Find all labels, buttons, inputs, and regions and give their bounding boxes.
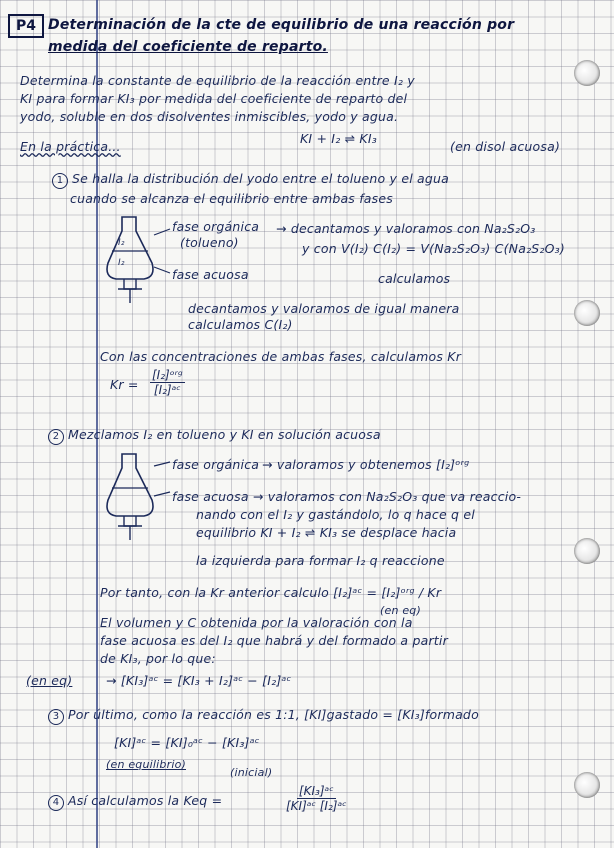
step2-aqueous-line2: nando con el I₂ y gastándolo, lo q hace q el (196, 507, 475, 522)
step2-volume-line2: fase acuosa es del I₂ que habrá y del formado a partir (100, 633, 448, 648)
step1-kr-lhs: Kr = (110, 377, 139, 392)
step4-line1: 4 Así calculamos la Keq = (48, 794, 222, 811)
step2-organic-action: → valoramos y obtenemos [I₂]ᵒʳᵍ (262, 457, 470, 472)
step2-aqueous-line3: equilibrio KI + I₂ ⇌ KI₃ se desplace hacia (196, 525, 457, 540)
step1-aqueous-action2: calculamos C(I₂) (188, 317, 293, 332)
step3-number: 3 (48, 709, 64, 725)
step1-organic-action3: calculamos (378, 271, 451, 286)
step1-kr-intro: Con las concentraciones de ambas fases, calculamos Kr (100, 349, 462, 364)
step3-line1: 3 Por último, como la reacción es 1:1, [KI]gastado = [KI₃]formado (48, 708, 479, 725)
separatory-funnel-icon-2 (100, 452, 160, 542)
separatory-funnel-icon (100, 215, 160, 305)
binder-hole (574, 60, 600, 86)
step1-line1: 1 Se halla la distribución del yodo entre el tolueno y el agua (52, 172, 449, 189)
step2-line1: 2 Mezclamos I₂ en tolueno y KI en solución acuosa (48, 428, 381, 445)
intro-line2: KI para formar KI₃ por medida del coeficiente de reparto del (20, 91, 408, 106)
step2-kr-calc-note: (en eq) (380, 604, 421, 617)
step1-aqueous-label: fase acuosa (172, 267, 249, 282)
step4-number: 4 (48, 795, 64, 811)
step1-organic-action2: y con V(I₂) C(I₂) = V(Na₂S₂O₃) C(Na₂S₂O₃) (302, 241, 565, 256)
step1-kr-fraction (150, 368, 185, 397)
step1-organic-sub: (tolueno) (180, 235, 239, 250)
step2-kr-calc: Por tanto, con la Kr anterior calculo [I₂]ᵃᶜ = [I₂]ᵒʳᵍ / Kr (100, 585, 442, 600)
intro-line1: Determina la constante de equilibrio de la reacción entre I₂ y (20, 73, 415, 88)
step2-number: 2 (48, 429, 64, 445)
page-title-line1: Determinación de la cte de equilibrio de una reacción por (48, 17, 515, 33)
practice-reaction: KI + I₂ ⇌ KI₃ (300, 131, 377, 146)
step4-keq-numerator: [KI₃]ᵃᶜ (298, 784, 334, 798)
step2-aqueous-line1: fase acuosa → valoramos con Na₂S₂O₃ que va reaccio- (172, 489, 522, 504)
flask-top-label: I₂ (118, 238, 125, 248)
step1-organic-label: fase orgánica (172, 219, 260, 234)
flask-bottom-label: I₂ (118, 258, 125, 268)
step3-note-eq: (en equilibrio) (106, 758, 186, 771)
binder-hole (574, 300, 600, 326)
step2-volume-line3: de KI₃, por lo que: (100, 651, 216, 666)
step1-kr-numerator: [I₂]ᵒʳᵍ (152, 368, 183, 382)
step1-organic-action1: → decantamos y valoramos con Na₂S₂O₃ (276, 221, 536, 236)
step2-aqueous-line4: la izquierda para formar I₂ q reaccione (196, 553, 445, 568)
binder-hole (574, 538, 600, 564)
binder-hole (574, 772, 600, 798)
step1-line2: cuando se alcanza el equilibrio entre ambas fases (70, 191, 393, 206)
step1-aqueous-action1: decantamos y valoramos de igual manera (188, 301, 460, 316)
intro-line3: yodo, soluble en dos disolventes inmiscibles, yodo y agua. (20, 109, 399, 124)
step1-number: 1 (52, 173, 68, 189)
step3-formula: [KI]ᵃᶜ = [KI]₀ᵃᶜ − [KI₃]ᵃᶜ (114, 735, 260, 750)
step2-volume-line1: El volumen y C obtenida por la valoración con la (100, 615, 413, 630)
step4-keq-denominator: [KI]ᵃᶜ [I₂]ᵃᶜ (286, 799, 347, 813)
step1-kr-denominator: [I₂]ᵃᶜ (153, 383, 181, 397)
practice-reaction-note: (en disol acuosa) (450, 139, 561, 154)
page-title-line2: medida del coeficiente de reparto. (48, 39, 328, 55)
step2-eq-note: (en eq) (26, 673, 73, 688)
practice-number-badge: P4 (8, 14, 44, 38)
step4-keq-fraction (284, 784, 349, 813)
step2-organic-label: fase orgánica (172, 457, 260, 472)
step3-note-init: (inicial) (230, 766, 273, 779)
practice-label: En la práctica... (20, 139, 121, 154)
step2-eq-formula: → [KI₃]ᵃᶜ = [KI₃ + I₂]ᵃᶜ − [I₂]ᵃᶜ (106, 673, 292, 688)
